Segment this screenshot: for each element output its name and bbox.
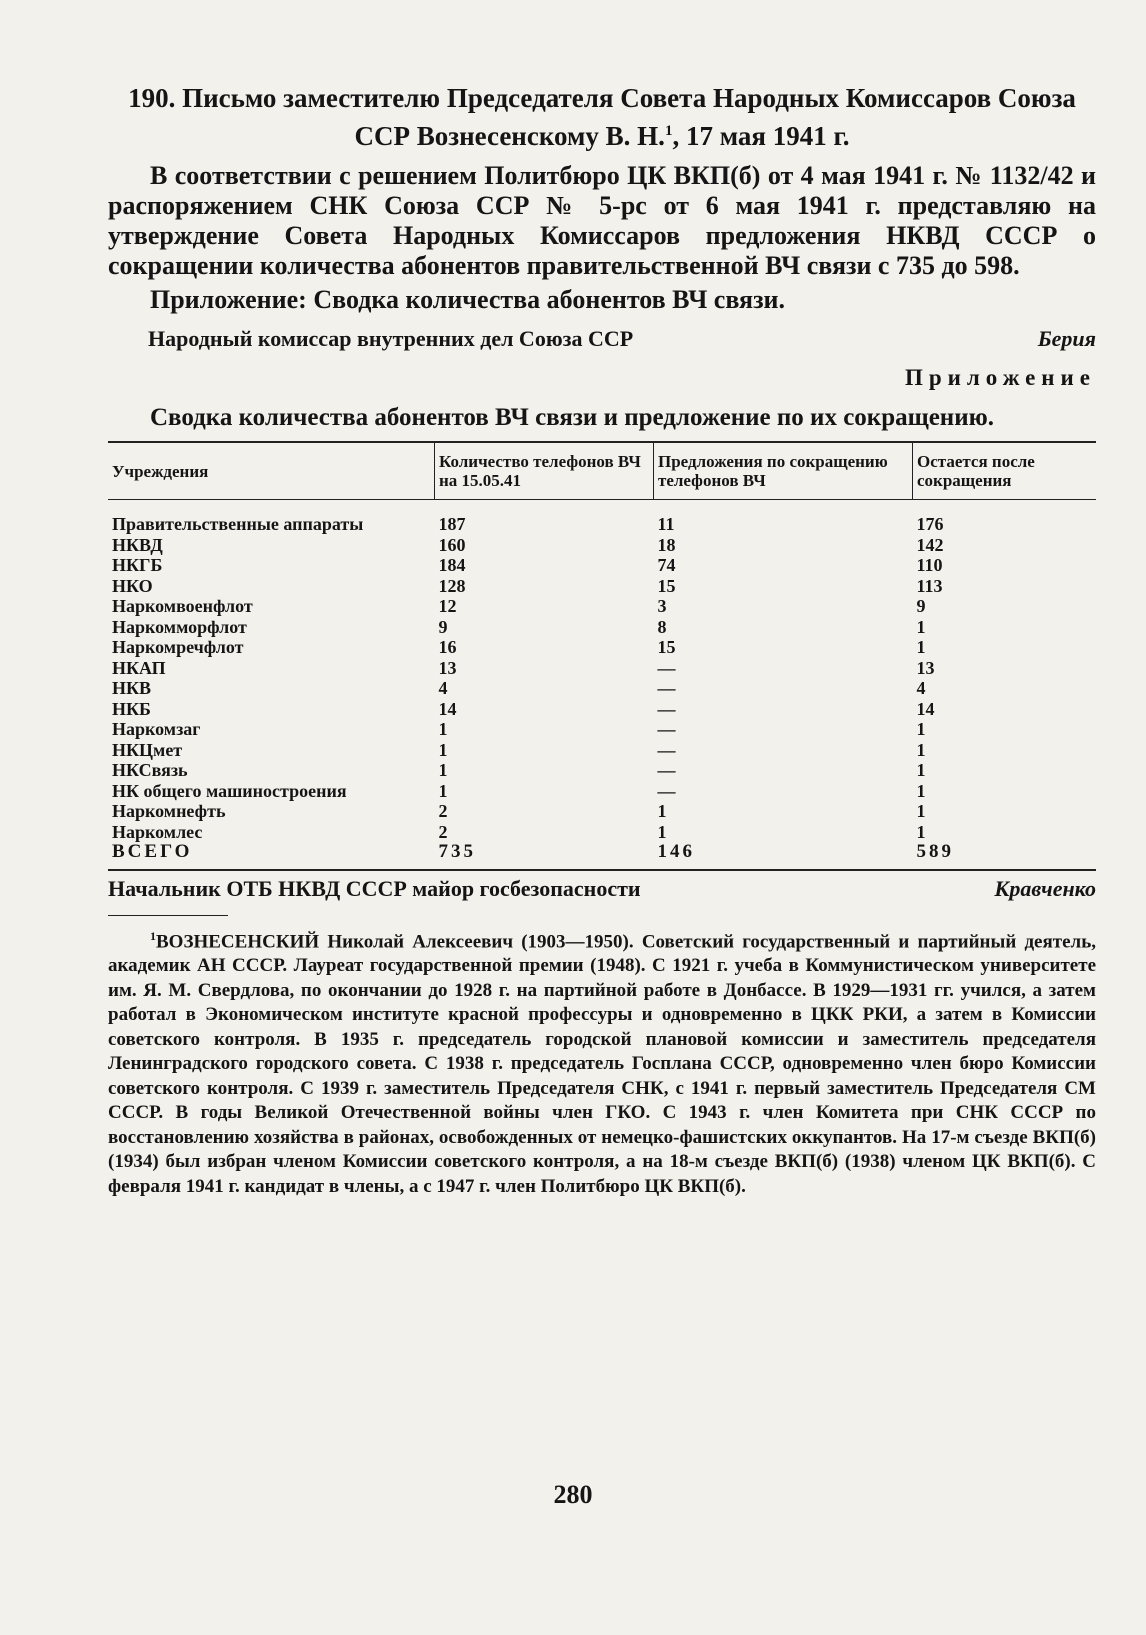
table-row bbox=[108, 781, 1096, 802]
reduction-cell: 15 bbox=[657, 575, 676, 596]
letter-body: В соответствии с решением Политбюро ЦК ВКП(б) от 4 мая 1941 г. № 1132/42 и распоряжением СНК Союза ССР № 5-рс от 6 мая 1941 г. представляю на утверждение Совета Народных Комиссаров предложения НКВД СССР о сокращении количества абонентов правительственной ВЧ связи с 735 до 598. bbox=[108, 161, 1096, 280]
remaining-cell: 1 bbox=[916, 719, 926, 739]
remaining-cell: 1 bbox=[916, 821, 926, 842]
institution-cell: Правительственные аппараты bbox=[112, 514, 364, 534]
reduction-cell: 74 bbox=[657, 555, 676, 575]
footnote-text: ВОЗНЕСЕНСКИЙ Николай Алексеевич (1903—1950). Советский государственный и партийный деятель, академик АН СССР. Лауреат государственной премии (1948). С 1921 г. учеба в Коммунистическом университете им. Я. М. Свердлова, по окончании до 1928 г. на партийной работе в Донбассе. В 1929—1931 гг. учился, а затем работал в Экономическом институте красной профессуры и одновременно в ЦКК РКИ, а затем в Комиссии советского контроля. В 1935 г. председатель городской плановой комиссии и заместитель председателя Ленинградского городского совета. С 1938 г. председатель Госплана СССР, одновременно член бюро Комиссии советского контроля. С 1939 г. заместитель Председателя СНК, с 1941 г. первый заместитель Председателя СМ СССР. В годы Великой Отечественной войны член ГКО. С 1943 г. член Комитета при СНК СССР по восстановлению хозяйства в районах, освобожденных от немецко-фашистских оккупантов. На 17-м съезде ВКП(б) (1934) был избран членом Комиссии советского контроля, а на 18-м съезде ВКП(б) (1938) членом ЦК ВКП(б). С февраля 1941 г. кандидат в члены, а с 1947 г. член Политбюро ЦК ВКП(б). bbox=[108, 930, 1096, 1197]
institution-cell: НКВД bbox=[112, 534, 163, 555]
institution-cell: Наркомречфлот bbox=[112, 637, 244, 657]
phones-count-cell: 1 bbox=[438, 719, 448, 739]
reduction-cell: 15 bbox=[657, 637, 676, 657]
remaining-cell: 110 bbox=[916, 555, 943, 575]
phones-count-cell: 184 bbox=[438, 555, 466, 575]
institution-cell: НКБ bbox=[112, 698, 151, 719]
institution-cell: НКГБ bbox=[112, 555, 163, 575]
signer-position: Народный комиссар внутренних дел Союза ССР bbox=[148, 326, 634, 351]
column-header: Предложения по сокращению телефонов ВЧ bbox=[654, 442, 913, 500]
remaining-cell: 113 bbox=[916, 575, 943, 596]
letter-signature bbox=[148, 325, 1096, 353]
phones-count-cell: 1 bbox=[438, 780, 448, 801]
remaining-cell: 13 bbox=[916, 657, 935, 678]
appendix-signature bbox=[108, 875, 1096, 903]
appendix-label: Приложение bbox=[904, 365, 1096, 390]
table-row bbox=[108, 740, 1096, 761]
remaining-cell: 589 bbox=[916, 841, 954, 862]
reduction-cell: 1 bbox=[657, 821, 667, 842]
remaining-cell: 1 bbox=[916, 637, 926, 657]
reduction-cell: — bbox=[657, 760, 676, 780]
remaining-cell: 14 bbox=[916, 698, 935, 719]
table-row bbox=[108, 535, 1096, 556]
footnote-marker: 1 bbox=[150, 928, 156, 943]
table-body bbox=[108, 500, 1096, 870]
column-header: Учреждения bbox=[108, 442, 435, 500]
phones-count-cell: 4 bbox=[438, 678, 448, 698]
institution-cell: НКЦмет bbox=[112, 739, 183, 760]
institution-cell: Наркомнефть bbox=[112, 801, 226, 821]
phones-count-cell: 1 bbox=[438, 739, 448, 760]
institution-cell: ВСЕГО bbox=[112, 841, 193, 862]
institution-cell: НКАП bbox=[112, 657, 166, 678]
reduction-cell: 146 bbox=[657, 841, 695, 862]
table-row bbox=[108, 637, 1096, 658]
reduction-cell: 8 bbox=[657, 616, 667, 637]
reduction-cell: — bbox=[657, 678, 676, 698]
column-header: Количество телефонов ВЧ на 15.05.41 bbox=[435, 442, 654, 500]
signer-position: Начальник ОТБ НКВД СССР майор госбезопасности bbox=[108, 875, 641, 901]
reduction-cell: — bbox=[657, 719, 676, 739]
institution-cell: НКВ bbox=[112, 678, 152, 698]
table-header-row bbox=[108, 442, 1096, 500]
remaining-cell: 9 bbox=[916, 596, 926, 616]
remaining-cell: 1 bbox=[916, 801, 926, 821]
institution-cell: Наркомзаг bbox=[112, 719, 201, 739]
title-date: , 17 мая 1941 г. bbox=[672, 121, 850, 151]
column-header: Остается после сокращения bbox=[913, 442, 1097, 500]
reduction-cell: — bbox=[657, 657, 676, 678]
phones-count-cell: 2 bbox=[438, 821, 448, 842]
reduction-cell: 1 bbox=[657, 801, 667, 821]
remaining-cell: 4 bbox=[916, 678, 926, 698]
institution-cell: Наркомморфлот bbox=[112, 616, 247, 637]
phones-count-cell: 16 bbox=[438, 637, 457, 657]
institution-cell: Наркомлес bbox=[112, 821, 203, 842]
remaining-cell: 1 bbox=[916, 760, 926, 780]
table-row bbox=[108, 658, 1096, 679]
table-row bbox=[108, 760, 1096, 781]
table-row bbox=[108, 719, 1096, 740]
phones-count-cell: 12 bbox=[438, 596, 457, 616]
phones-count-cell: 2 bbox=[438, 801, 448, 821]
remaining-cell: 1 bbox=[916, 739, 926, 760]
table-row bbox=[108, 678, 1096, 699]
signer-name: Кравченко bbox=[994, 875, 1096, 901]
remaining-cell: 1 bbox=[916, 780, 926, 801]
remaining-cell: 1 bbox=[916, 616, 926, 637]
institution-cell: НКСвязь bbox=[112, 760, 188, 780]
remaining-cell: 176 bbox=[916, 514, 944, 534]
footnote bbox=[108, 924, 1096, 1200]
table-row bbox=[108, 576, 1096, 597]
reduction-cell: — bbox=[657, 698, 676, 719]
page-number: 280 bbox=[553, 1480, 593, 1509]
table-row bbox=[108, 500, 1096, 535]
institution-cell: Наркомвоенфлот bbox=[112, 596, 253, 616]
table-row bbox=[108, 699, 1096, 720]
phones-count-cell: 13 bbox=[438, 657, 457, 678]
phones-count-cell: 128 bbox=[438, 575, 466, 596]
phones-count-cell: 9 bbox=[438, 616, 448, 637]
phones-count-cell: 1 bbox=[438, 760, 448, 780]
reduction-cell: 3 bbox=[657, 596, 667, 616]
table-row bbox=[108, 822, 1096, 843]
reduction-cell: — bbox=[657, 739, 676, 760]
document-title bbox=[108, 82, 1096, 153]
table-row bbox=[108, 801, 1096, 822]
title-text: 190. Письмо заместителю Председателя Совета Народных Комиссаров Союза ССР Вознесенскому В. Н. bbox=[128, 83, 1076, 151]
attachment-line: Приложение: Сводка количества абонентов ВЧ связи. bbox=[150, 285, 786, 314]
footnote-reference: 1 bbox=[664, 123, 673, 139]
phones-count-cell: 735 bbox=[438, 841, 476, 862]
phones-count-cell: 160 bbox=[438, 534, 466, 555]
remaining-cell: 142 bbox=[916, 534, 944, 555]
signer-name: Берия bbox=[1037, 326, 1096, 351]
table-row bbox=[108, 555, 1096, 576]
footnote-divider bbox=[108, 915, 228, 916]
subscribers-table bbox=[108, 441, 1096, 871]
institution-cell: НКО bbox=[112, 575, 153, 596]
institution-cell: НК общего машиностроения bbox=[112, 780, 347, 801]
phones-count-cell: 14 bbox=[438, 698, 457, 719]
table-row bbox=[108, 596, 1096, 617]
table-row bbox=[108, 617, 1096, 638]
reduction-cell: — bbox=[657, 780, 676, 801]
phones-count-cell: 187 bbox=[438, 514, 466, 534]
reduction-cell: 18 bbox=[657, 534, 676, 555]
table-total-row bbox=[108, 842, 1096, 870]
appendix-caption: Сводка количества абонентов ВЧ связи и предложение по их сокращению. bbox=[150, 404, 994, 431]
reduction-cell: 11 bbox=[657, 514, 675, 534]
